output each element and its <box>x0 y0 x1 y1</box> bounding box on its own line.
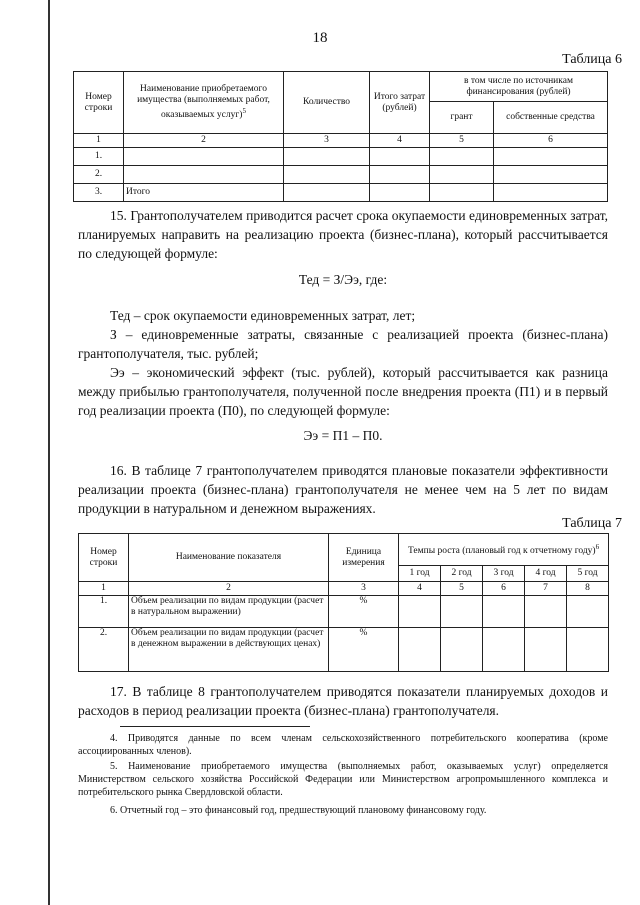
t6-cell <box>370 148 430 166</box>
t6-row-num: 2. <box>74 166 124 184</box>
t7-colnum: 5 <box>441 582 483 596</box>
t7-header-year: 3 год <box>483 566 525 582</box>
definition-z: З – единовременные затраты, связанные с реализацией проекта (бизнес-плана) грантополучателя, тыс. рублей; <box>78 327 608 361</box>
t6-cell <box>494 184 608 202</box>
t7-cell <box>441 628 483 672</box>
t6-row-num: 1. <box>74 148 124 166</box>
t7-colnum: 4 <box>399 582 441 596</box>
t7-header-name: Наименование показателя <box>129 534 329 582</box>
t6-cell <box>494 148 608 166</box>
t7-cell <box>483 596 525 628</box>
t7-cell <box>525 596 567 628</box>
formula-payback: Тед = З/Ээ, где: <box>298 272 388 287</box>
t7-header-row-num: Номер строки <box>79 534 129 582</box>
scan-margin-line <box>48 0 50 905</box>
formula-economic-effect: Ээ = П1 – П0. <box>303 428 383 443</box>
t7-colnum: 3 <box>329 582 399 596</box>
t6-row-name <box>124 166 284 184</box>
t6-header-own: собственные средства <box>494 102 608 134</box>
t7-header-year: 1 год <box>399 566 441 582</box>
t7-header-year: 2 год <box>441 566 483 582</box>
t7-header-year: 5 год <box>567 566 609 582</box>
t7-colnum: 1 <box>79 582 129 596</box>
t6-row-num: 3. <box>74 184 124 202</box>
t6-cell <box>370 166 430 184</box>
t7-row-unit: % <box>329 596 399 628</box>
table6-caption: Таблица 6 <box>562 52 622 67</box>
t7-colnum: 8 <box>567 582 609 596</box>
t7-row-unit: % <box>329 628 399 672</box>
table-row <box>74 148 608 166</box>
table6 <box>73 71 608 202</box>
t6-header-quantity: Количество <box>284 72 370 134</box>
definition-ee: Ээ – экономический эффект (тыс. рублей), который рассчитывается как разница между прибылью грантополучателя, полученной после внедрения проекта (П1) и в первый год реализации проекта (П0), по следующей формуле: <box>78 365 608 418</box>
t6-header-sources: в том числе по источникам финансирования (рублей) <box>430 72 608 102</box>
t6-header-grant: грант <box>430 102 494 134</box>
table-row <box>74 184 608 202</box>
definition-ted: Тед – срок окупаемости единовременных затрат, лет; <box>110 308 416 323</box>
t6-row-name <box>124 148 284 166</box>
table-row <box>79 596 609 628</box>
footnote-4: 4. Приводятся данные по всем членам сельскохозяйственного потребительского кооператива (кроме ассоциированных членов). <box>78 733 608 757</box>
table7 <box>78 533 609 672</box>
paragraph-16: 16. В таблице 7 грантополучателем приводятся плановые показатели эффективности реализации проекта (бизнес-плана) грантополучателя не менее чем на 5 лет по видам продукции в натуральном и денежном выражениях. <box>78 463 608 516</box>
t6-cell <box>494 166 608 184</box>
t7-header-unit: Единица измерения <box>329 534 399 582</box>
t7-header-year: 4 год <box>525 566 567 582</box>
t6-cell <box>284 166 370 184</box>
t7-cell <box>483 628 525 672</box>
t6-cell <box>284 148 370 166</box>
page-number: 18 <box>312 30 328 46</box>
t6-header-total: Итого затрат (рублей) <box>370 72 430 134</box>
t6-cell <box>370 184 430 202</box>
t7-cell <box>441 596 483 628</box>
table-row <box>79 628 609 672</box>
t7-row-name: Объем реализации по видам продукции (расчет в денежном выражении в действующих ценах) <box>129 628 329 672</box>
t7-colnum: 2 <box>129 582 329 596</box>
t7-cell <box>525 628 567 672</box>
footnote-6: 6. Отчетный год – это финансовый год, предшествующий плановому финансовому году. <box>110 805 487 816</box>
t6-cell <box>430 148 494 166</box>
t7-colnum: 6 <box>483 582 525 596</box>
t6-cell <box>430 184 494 202</box>
table-row <box>74 166 608 184</box>
t7-cell <box>399 628 441 672</box>
t6-header-name: Наименование приобретаемого имущества (выполняемых работ, оказываемых услуг)$^5$ <box>124 72 284 134</box>
t7-row-num: 1. <box>79 596 129 628</box>
footnote-separator <box>120 726 310 727</box>
t7-row-name: Объем реализации по видам продукции (расчет в натуральном выражении) <box>129 596 329 628</box>
t7-cell <box>567 628 609 672</box>
t6-colnum: 4 <box>370 134 430 148</box>
paragraph-15: 15. Грантополучателем приводится расчет срока окупаемости единовременных затрат, планируемых направить на реализацию проекта (бизнес-плана), который рассчитывается по следующей формуле: <box>78 208 608 261</box>
t7-header-growth: Темпы роста (плановый год к отчетному году)$^6$ <box>399 534 609 566</box>
t6-colnum: 6 <box>494 134 608 148</box>
t7-colnum: 7 <box>525 582 567 596</box>
t6-cell <box>284 184 370 202</box>
table7-caption: Таблица 7 <box>562 516 622 531</box>
footnote-5: 5. Наименование приобретаемого имущества (выполняемых работ, оказываемых услуг) определяется Министерством сельского хозяйства Российской Федерации или Министерством агропромышленного комплекса и потребительского рынка Свердловской области. <box>78 761 608 798</box>
t6-header-row-num: Номер строки <box>74 72 124 134</box>
t6-colnum: 3 <box>284 134 370 148</box>
t7-cell <box>567 596 609 628</box>
t6-colnum: 1 <box>74 134 124 148</box>
t6-cell <box>430 166 494 184</box>
t6-colnum: 5 <box>430 134 494 148</box>
t7-cell <box>399 596 441 628</box>
t6-col-numbers <box>74 134 608 148</box>
paragraph-17: 17. В таблице 8 грантополучателем приводятся показатели планируемых доходов и расходов в период реализации проекта (бизнес-плана) грантополучателя. <box>78 684 608 718</box>
t6-row-name: Итого <box>124 184 284 202</box>
t6-colnum: 2 <box>124 134 284 148</box>
t7-row-num: 2. <box>79 628 129 672</box>
t7-col-numbers <box>79 582 609 596</box>
